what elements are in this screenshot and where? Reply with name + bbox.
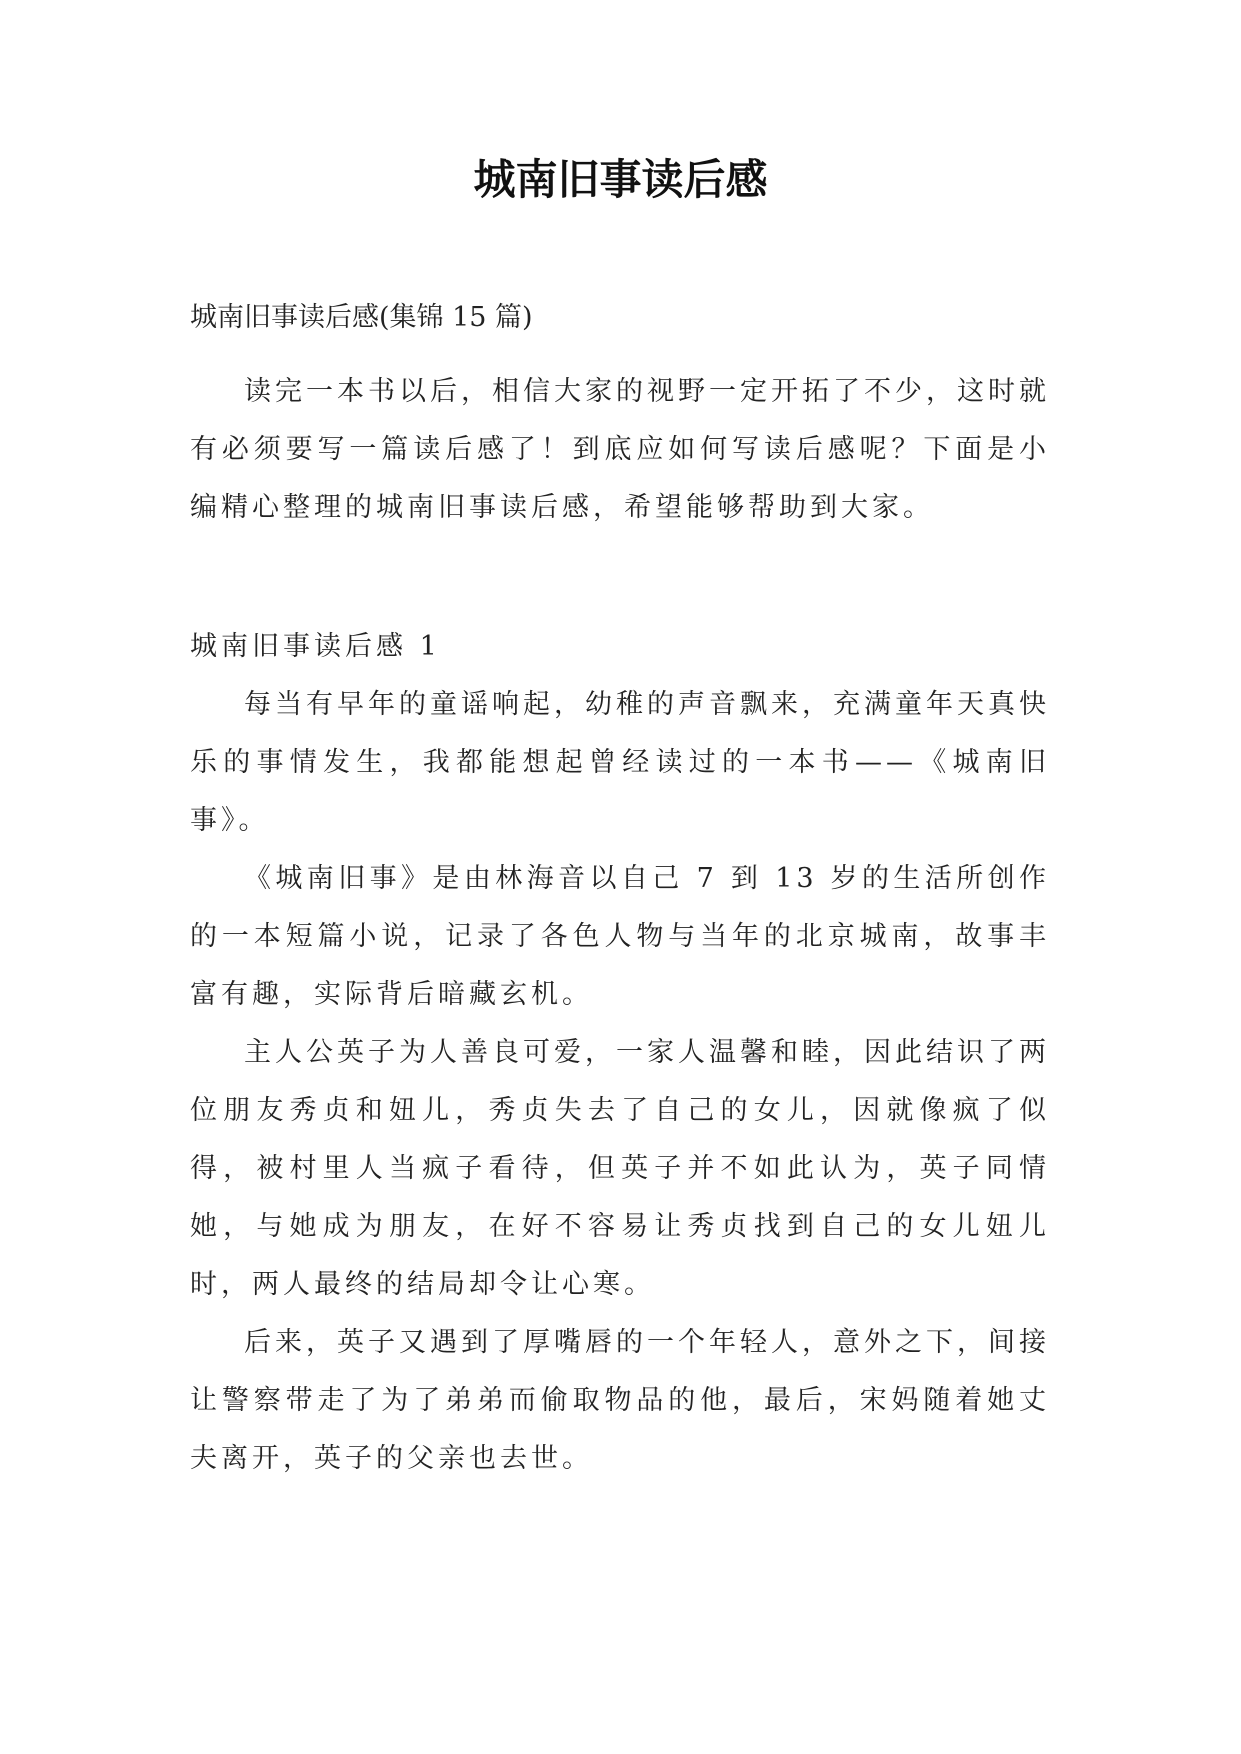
intro-block <box>190 363 1050 537</box>
section-paragraph: 主人公英子为人善良可爱，一家人温馨和睦，因此结识了两位朋友秀贞和妞儿，秀贞失去了自己的女儿，因就像疯了似得，被村里人当疯子看待，但英子并不如此认为，英子同情她，与她成为朋友，在好不容易让秀贞找到自己的女儿妞儿时，两人最终的结局却令让心寒。 <box>190 1037 1050 1300</box>
section-paragraph: 后来，英子又遇到了厚嘴唇的一个年轻人，意外之下，间接让警察带走了为了弟弟而偷取物品的他，最后，宋妈随着她丈夫离开，英子的父亲也去世。 <box>190 1327 1050 1474</box>
section-1 <box>190 618 1050 1488</box>
section-paragraph: 每当有早年的童谣响起，幼稚的声音飘来，充满童年天真快乐的事情发生，我都能想起曾经读过的一本书——《城南旧事》。 <box>190 689 1050 836</box>
intro-paragraph: 读完一本书以后，相信大家的视野一定开拓了不少，这时就有必须要写一篇读后感了！到底应如何写读后感呢？下面是小编精心整理的城南旧事读后感，希望能够帮助到大家。 <box>190 376 1050 523</box>
section-paragraph: 《城南旧事》是由林海音以自己 7 到 13 岁的生活所创作的一本短篇小说，记录了各色人物与当年的北京城南，故事丰富有趣，实际背后暗藏玄机。 <box>190 863 1050 1010</box>
document-subtitle: 城南旧事读后感(集锦 15 篇) <box>190 302 533 333</box>
document-title: 城南旧事读后感 <box>473 155 768 204</box>
section-heading: 城南旧事读后感 1 <box>190 631 441 662</box>
